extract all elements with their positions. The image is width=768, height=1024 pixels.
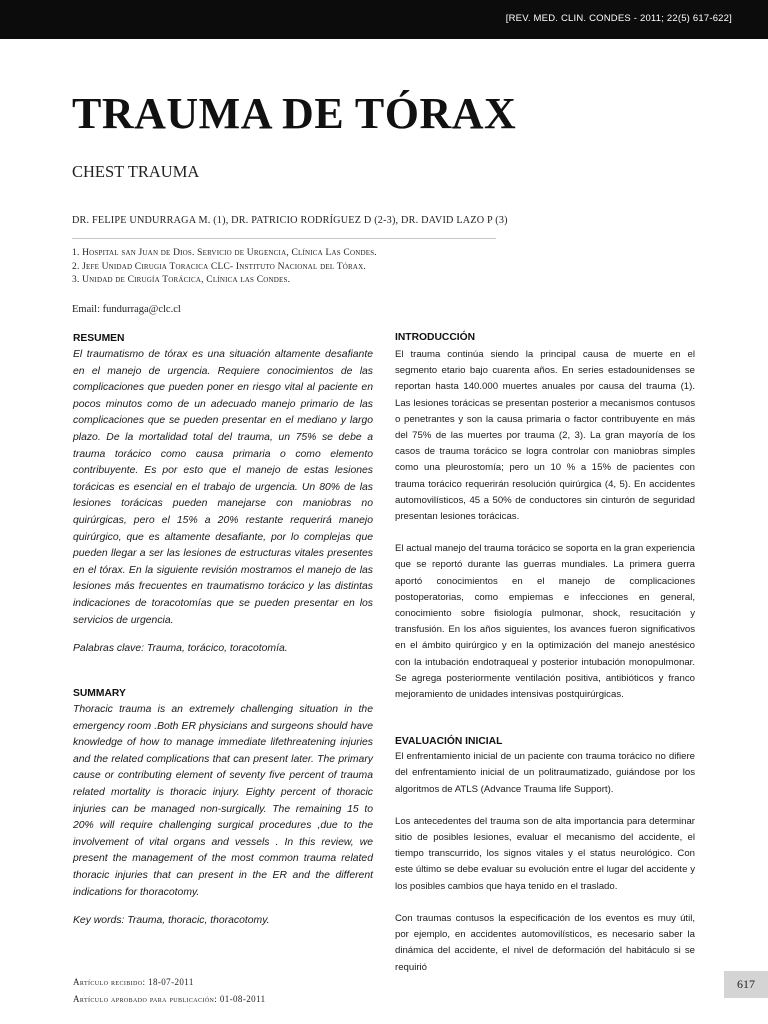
evaluacion-paragraph-1: El enfrentamiento inicial de un paciente con trauma torácico no difiere del enfrentamiento inicial de un politraumatizado, guiándose por los algoritmos de ATLS (Advance Trauma life Support). <box>395 751 695 795</box>
introduccion-heading: INTRODUCCIÓN <box>395 332 476 343</box>
affiliation-2: 2. Jefe Unidad Cirugia Toracica CLC- Instituto Nacional del Tórax. <box>72 261 366 272</box>
evaluacion-heading: EVALUACIÓN INICIAL <box>395 736 503 748</box>
affiliation-1: 1. Hospital san Juan de Dios. Servicio de Urgencia, Clínica Las Condes. <box>72 248 377 258</box>
introduccion-paragraph-2: El actual manejo del trauma torácico se soporta en la gran experiencia que se reportó durante las guerras mundiales. La primera guerra aportó conocimientos en el manejo de complicaciones postoperatorias, como empiemas e infecciones en general, conocimiento sobre fisiología pulmonar, shock, resucitación y transfusión. En los años siguientes, los avances fueron significativos en el ámbito quirúrgico y en la optimización del manejo anestésico con la intubación endotraqueal y posterior intubación monopulmonar. Se agrega posteriormente ventilación positiva, antibióticos y franco mejoramiento de unidades intensivas postquirúrgicas. <box>395 543 695 701</box>
affiliation-3: 3. Unidad de Cirugía Torácica, Clínica las Condes. <box>72 275 291 285</box>
body-column <box>395 332 695 976</box>
resumen-heading: RESUMEN <box>73 333 125 344</box>
affiliations <box>72 247 377 288</box>
author-list: DR. FELIPE UNDURRAGA M. (1), DR. PATRICIO RODRÍGUEZ D (2-3), DR. DAVID LAZO P (3) <box>72 215 508 226</box>
evaluacion-paragraph-2: Los antecedentes del trauma son de alta importancia para determinar sitio de posibles lesiones, evaluar el mecanismo del accidente, el tiempo transcurrido, los signos vitales y el status neurológico. Con este último se debe evaluar su evolución entre el lugar del accidente y los posibles cambios que haya tenido en el traslado. <box>395 815 695 892</box>
divider <box>72 238 496 239</box>
abstract-column <box>73 333 373 926</box>
resumen-keywords: Palabras clave: Trauma, torácico, toracotomía. <box>73 643 288 655</box>
summary-heading: SUMMARY <box>73 688 126 700</box>
page-number: 617 <box>724 971 768 998</box>
contact-email: Email: fundurraga@clc.cl <box>72 304 181 315</box>
summary-text: Thoracic trauma is an extremely challenging situation in the emergency room .Both ER physicians and surgeons should have knowledge of how to manage immediate lifethreatening injuries and the related complications that can present later. The primary cause or contributing element of seventy five percent of trauma related mortality is thoracic injury. Eighty percent of thoracic injuries can be managed non-surgically. The remaining 15 to 20% will require challenging surgical procedures ,due to the involvement of vital organs and vessels . In this review, we present the management of the most common trauma related thoracic injuries that can present in the ER and the different indications for thoracotomy. <box>73 704 373 898</box>
resumen-text: El traumatismo de tórax es una situación altamente desafiante en el manejo de urgencia. Requiere conocimientos de las complicaciones que pueden poner en riesgo vital al paciente en pocos minutos como de un adecuado manejo primario de las complicaciones que se pueden presentar en el mediano y largo plazo. De la mortalidad total del trauma, un 75% se debe a trauma torácico como causa primaria o como elemento contribuyente. Es por esto que el manejo de estas lesiones torácicas es esencial en el trabajo de urgencia. Un 80% de las lesiones torácicas pueden manejarse con maniobras no quirúrgicas, pero el 15% a 20% restante requerirá manejo quirúrgico, que es altamente desafiante, por lo complejas que pueden llegar a ser las lesiones de estructuras vitales presentes en el tórax. En la siguiente revisión mostramos el manejo de las lesiones más frecuentes en traumatismo torácico y las distintas indicaciones de toracotomías que se pueden presentar en los servicios de urgencia. <box>73 349 373 626</box>
introduccion-paragraph-1: El trauma continúa siendo la principal causa de muerte en el segmento etario bajo cuarenta años. En series estadounidenses se reportan hasta 140.000 muertes anuales por causa del trauma (1). Las lesiones torácicas se presentan posterior a mecanismos contusos o penetrantes y son la causa primaria o factor contribuyente en más del 75% de las muertes por trauma (2, 3). La gran mayoría de los casos de trauma torácico se logra controlar con maniobras simples como una pleurostomía; pero un 10 % a 15% de pacientes con trauma torácico requerirán resolución quirúrgica (4, 5). En accidentes automovilísticos, 45 a 50% de conductores sin cinturón de seguridad presentan lesiones torácicas. <box>395 349 695 523</box>
received-date: Artículo recibido: 18-07-2011 <box>73 977 194 987</box>
header-bar <box>0 0 768 39</box>
journal-citation: [REV. MED. CLIN. CONDES - 2011; 22(5) 617-622] <box>505 13 732 24</box>
evaluacion-paragraph-3: Con traumas contusos la especificación de los eventos es muy útil, por ejemplo, en accidentes automovilísticos, es necesario saber la dinámica del accidente, el nivel de deformación del habitáculo si se requirió <box>395 912 695 973</box>
article-subtitle: CHEST TRAUMA <box>72 162 200 181</box>
approved-date: Artículo aprobado para publicación: 01-08-2011 <box>73 994 266 1004</box>
summary-keywords: Key words: Trauma, thoracic, thoracotomy. <box>73 915 270 927</box>
article-title: TRAUMA DE TÓRAX <box>72 89 517 138</box>
